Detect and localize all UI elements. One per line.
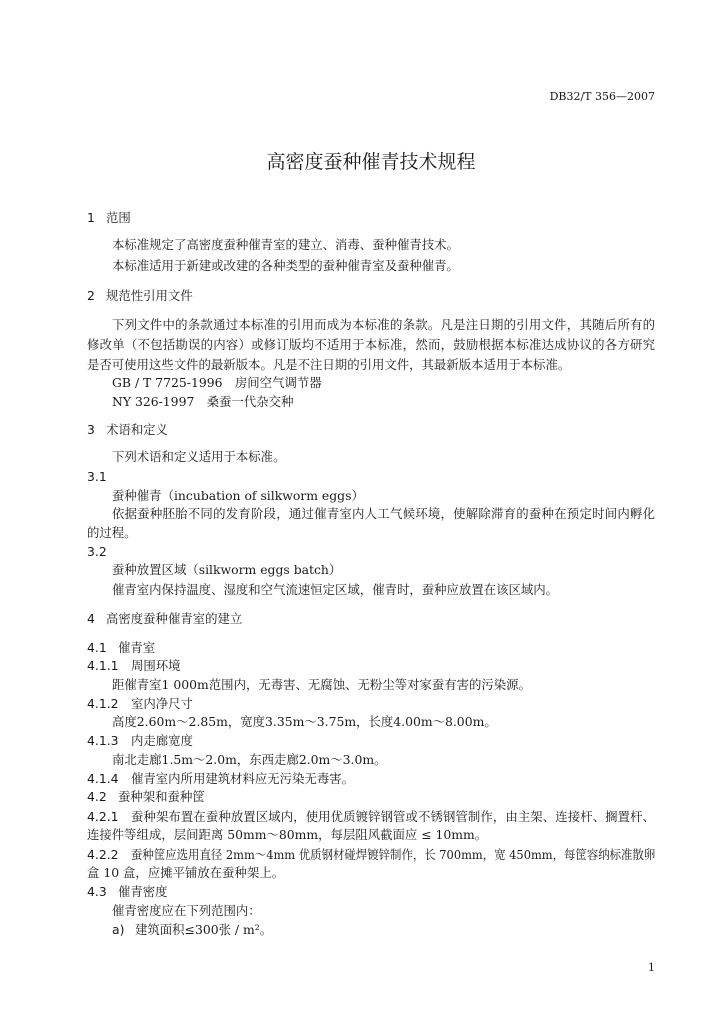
section-3-number: 3 (87, 422, 95, 437)
clause-4-1-3-text: 南北走廊1.5m～2.0m，东西走廊2.0m～3.0m。 (112, 752, 387, 767)
list-item-text: 建筑面积≤300张 / m²。 (135, 922, 273, 937)
clause-title: 催青密度 (118, 884, 168, 899)
clause-number: 4.2 (87, 789, 107, 804)
clause-number: 4.2.1 (87, 809, 119, 824)
normative-paragraph-line: 下列文件中的条款通过本标准的引用而成为本标准的条款。凡是注日期的引用文件，其随后所有的 (112, 317, 655, 332)
normative-paragraph-line: 修改单（不包括勘误的内容）或修订版均不适用于本标准，然而，鼓励根据本标准达成协议的各方研究 (87, 337, 655, 352)
term-3-2-number: 3.2 (87, 544, 107, 559)
clause-4-1-4 (87, 770, 655, 788)
term-3-2-definition: 催青室内保持温度、湿度和空气流速恒定区域，催青时，蚕种应放置在该区域内。 (112, 582, 559, 597)
clause-4-2-1 (87, 808, 655, 826)
section-2-heading (87, 287, 655, 305)
term-3-1-name (112, 487, 655, 505)
clause-title: 周围环境 (131, 658, 181, 673)
term-en: （silkworm eggs batch） (186, 562, 342, 577)
scope-line: 本标准规定了高密度蚕种催青室的建立、消毒、蚕种催青技术。 (112, 237, 459, 252)
standard-code: DB32/T 356—2007 (549, 90, 655, 103)
term-zh: 蚕种催青 (112, 488, 162, 503)
section-2-number: 2 (87, 288, 95, 303)
section-4-title: 高密度蚕种催青室的建立 (106, 611, 243, 626)
clause-title: 内走廊宽度 (131, 733, 193, 748)
clause-title: 室内净尺寸 (131, 696, 193, 711)
clause-4-2-2-text: 盒 10 盒，应摊平铺放在蚕种架上。 (87, 865, 285, 880)
term-en: （incubation of silkworm eggs） (161, 488, 364, 503)
list-marker: a) (112, 922, 125, 937)
clause-4-2-heading (87, 788, 655, 806)
scope-line: 本标准适用于新建或改建的各种类型的蚕种催青室及蚕种催青。 (112, 258, 459, 273)
section-3-heading (87, 421, 655, 439)
clause-4-2-1-text: 连接件等组成，层间距离 50mm～80mm，每层阻风截面应 ≤ 10mm。 (87, 827, 488, 842)
list-item (112, 921, 655, 939)
clause-number: 4.1.1 (87, 658, 119, 673)
reference-item: NY 326-1997 桑蚕一代杂交种 (112, 394, 294, 409)
clause-4-3-intro: 催青密度应在下列范围内： (112, 903, 261, 918)
section-4-heading (87, 610, 655, 628)
clause-title: 催青室 (118, 640, 156, 655)
clause-number: 4.2.2 (87, 847, 119, 862)
clause-number: 4.1 (87, 640, 107, 655)
normative-paragraph-line: 是否可使用这些文件的最新版本。凡是不注日期的引用文件，其最新版本适用于本标准。 (87, 357, 571, 372)
clause-text: 蚕种架布置在蚕种放置区域内，使用优质镀锌钢管或不锈钢管制作，由主架、连接杆、搁置杆、 (131, 809, 655, 824)
clause-number: 4.1.2 (87, 696, 119, 711)
clause-4-3-heading (87, 883, 655, 901)
section-2-title: 规范性引用文件 (106, 288, 193, 303)
clause-number: 4.1.4 (87, 771, 119, 786)
term-3-1-definition: 的过程。 (87, 525, 137, 540)
section-1-number: 1 (87, 210, 95, 225)
clause-4-1-heading (87, 639, 655, 657)
section-1-heading (87, 209, 655, 227)
clause-4-1-2-text: 高度2.60m～2.85m，宽度3.35m～3.75m，长度4.00m～8.00m。 (112, 714, 497, 729)
clause-4-1-3-heading (87, 732, 655, 750)
clause-title: 蚕种架和蚕种筐 (118, 789, 205, 804)
term-zh: 蚕种放置区域 (112, 562, 187, 577)
clause-4-1-1-heading (87, 657, 655, 675)
term-3-1-definition: 依据蚕种胚胎不同的发育阶段，通过催青室内人工气候环境，使解除滞育的蚕种在预定时间内孵化 (112, 506, 655, 521)
clause-4-2-2 (87, 846, 655, 864)
reference-item: GB / T 7725-1996 房间空气调节器 (112, 375, 322, 390)
section-4-number: 4 (87, 611, 95, 626)
term-3-2-name (112, 561, 655, 579)
clause-4-1-2-heading (87, 695, 655, 713)
clause-text: 催青室内所用建筑材料应无污染无毒害。 (131, 771, 355, 786)
page-number: 1 (648, 961, 655, 974)
clause-text: 蚕种筐应选用直径 2mm～4mm 优质钢材碰焊镀锌制作，长 700mm，宽 450mm，每筐容纳标准散卵 (131, 847, 656, 862)
terms-intro: 下列术语和定义适用于本标准。 (112, 449, 286, 464)
clause-number: 4.1.3 (87, 733, 119, 748)
section-3-title: 术语和定义 (106, 422, 168, 437)
section-1-title: 范围 (106, 210, 131, 225)
clause-number: 4.3 (87, 884, 107, 899)
clause-4-1-1-text: 距催青室1 000m范围内，无毒害、无腐蚀、无粉尘等对家蚕有害的污染源。 (112, 677, 531, 692)
term-3-1-number: 3.1 (87, 469, 107, 484)
document-title: 高密度蚕种催青技术规程 (266, 151, 476, 173)
